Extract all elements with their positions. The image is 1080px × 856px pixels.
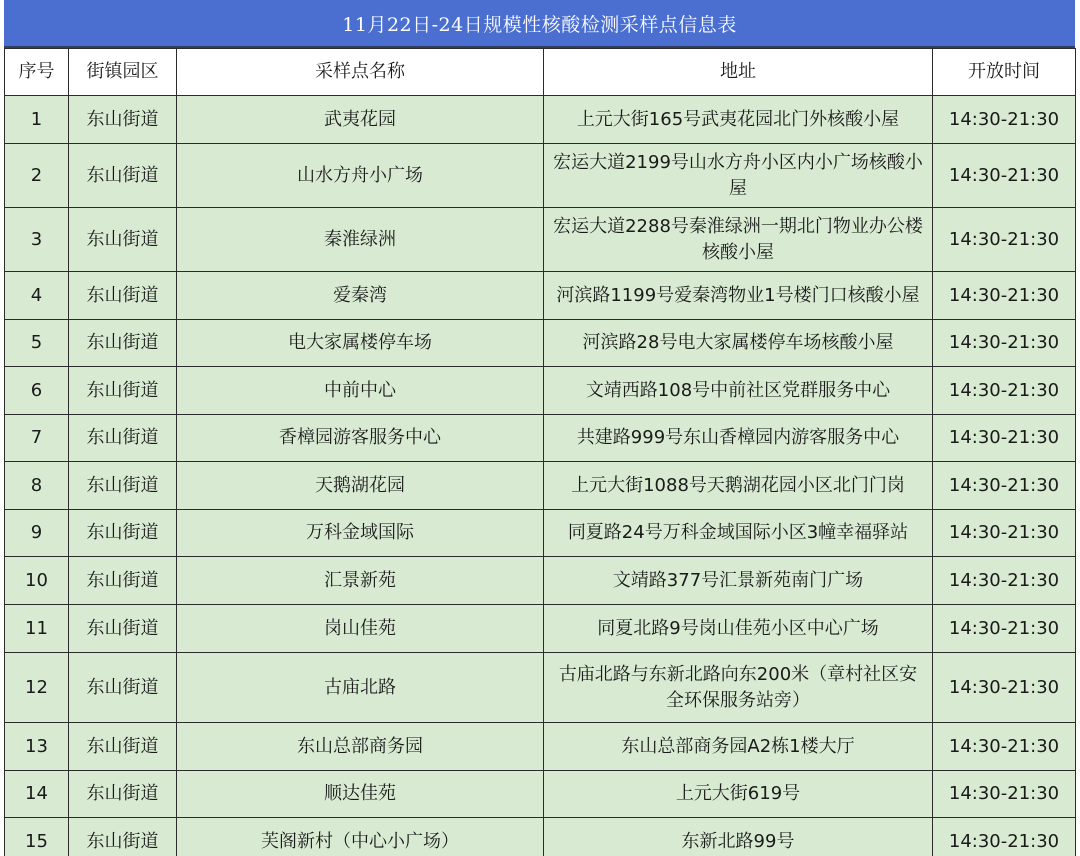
row-site-name: 岗山佳苑 [177,605,544,653]
row-street: 东山街道 [69,510,177,557]
row-no: 1 [5,96,69,144]
row-address: 上元大街619号 [544,771,933,818]
row-site-name: 爱秦湾 [177,272,544,320]
row-street: 东山街道 [69,771,177,818]
row-no: 8 [5,462,69,510]
row-no: 4 [5,272,69,320]
row-address: 上元大街165号武夷花园北门外核酸小屋 [544,96,933,144]
row-address: 宏运大道2199号山水方舟小区内小广场核酸小屋 [544,144,933,208]
row-site-name: 电大家属楼停车场 [177,320,544,367]
row-open-time: 14:30-21:30 [933,144,1076,208]
row-no: 14 [5,771,69,818]
table-row [5,415,1076,462]
row-site-name: 顺达佳苑 [177,771,544,818]
row-open-time: 14:30-21:30 [933,367,1076,415]
row-open-time: 14:30-21:30 [933,771,1076,818]
row-site-name: 东山总部商务园 [177,723,544,771]
row-open-time: 14:30-21:30 [933,208,1076,272]
row-open-time: 14:30-21:30 [933,653,1076,723]
table-row [5,208,1076,272]
row-open-time: 14:30-21:30 [933,320,1076,367]
row-no: 5 [5,320,69,367]
row-no: 13 [5,723,69,771]
sheet-title: 11月22日-24日规模性核酸检测采样点信息表 [342,13,737,36]
table-row [5,96,1076,144]
row-site-name: 芙阁新村（中心小广场） [177,818,544,856]
title-bar [4,0,1075,48]
header-open-time: 开放时间 [933,49,1076,96]
row-street: 东山街道 [69,557,177,605]
row-street: 东山街道 [69,653,177,723]
row-street: 东山街道 [69,723,177,771]
row-no: 3 [5,208,69,272]
row-address: 河滨路1199号爱秦湾物业1号楼门口核酸小屋 [544,272,933,320]
row-site-name: 中前中心 [177,367,544,415]
row-address: 古庙北路与东新北路向东200米（章村社区安全环保服务站旁） [544,653,933,723]
row-open-time: 14:30-21:30 [933,96,1076,144]
row-site-name: 天鹅湖花园 [177,462,544,510]
header-site-name: 采样点名称 [177,49,544,96]
row-address: 河滨路28号电大家属楼停车场核酸小屋 [544,320,933,367]
row-street: 东山街道 [69,818,177,856]
table-row [5,272,1076,320]
table-row [5,653,1076,723]
row-no: 9 [5,510,69,557]
header-address: 地址 [544,49,933,96]
row-site-name: 万科金域国际 [177,510,544,557]
row-open-time: 14:30-21:30 [933,723,1076,771]
row-street: 东山街道 [69,208,177,272]
row-open-time: 14:30-21:30 [933,510,1076,557]
row-address: 东新北路99号 [544,818,933,856]
table-row [5,510,1076,557]
header-street: 街镇园区 [69,49,177,96]
row-address: 东山总部商务园A2栋1楼大厅 [544,723,933,771]
row-address: 同夏北路9号岗山佳苑小区中心广场 [544,605,933,653]
sampling-sites-table [4,48,1076,856]
header-no: 序号 [5,49,69,96]
row-street: 东山街道 [69,272,177,320]
row-street: 东山街道 [69,96,177,144]
row-no: 7 [5,415,69,462]
table-row [5,144,1076,208]
table-row [5,771,1076,818]
row-open-time: 14:30-21:30 [933,557,1076,605]
row-site-name: 汇景新苑 [177,557,544,605]
row-address: 文靖西路108号中前社区党群服务中心 [544,367,933,415]
row-no: 11 [5,605,69,653]
table-row [5,367,1076,415]
row-street: 东山街道 [69,415,177,462]
row-no: 2 [5,144,69,208]
row-address: 上元大街1088号天鹅湖花园小区北门门岗 [544,462,933,510]
row-address: 宏运大道2288号秦淮绿洲一期北门物业办公楼核酸小屋 [544,208,933,272]
table-row [5,605,1076,653]
row-no: 12 [5,653,69,723]
row-street: 东山街道 [69,605,177,653]
row-open-time: 14:30-21:30 [933,818,1076,856]
row-site-name: 香樟园游客服务中心 [177,415,544,462]
table-row [5,723,1076,771]
row-site-name: 古庙北路 [177,653,544,723]
row-street: 东山街道 [69,320,177,367]
row-no: 15 [5,818,69,856]
row-street: 东山街道 [69,144,177,208]
row-open-time: 14:30-21:30 [933,272,1076,320]
row-address: 共建路999号东山香樟园内游客服务中心 [544,415,933,462]
row-open-time: 14:30-21:30 [933,462,1076,510]
table-row [5,557,1076,605]
row-address: 文靖路377号汇景新苑南门广场 [544,557,933,605]
row-no: 6 [5,367,69,415]
row-site-name: 山水方舟小广场 [177,144,544,208]
table-row [5,320,1076,367]
row-street: 东山街道 [69,367,177,415]
row-address: 同夏路24号万科金域国际小区3幢幸福驿站 [544,510,933,557]
table-row [5,818,1076,856]
row-open-time: 14:30-21:30 [933,605,1076,653]
row-site-name: 武夷花园 [177,96,544,144]
row-site-name: 秦淮绿洲 [177,208,544,272]
table-row [5,462,1076,510]
header-row [5,49,1076,96]
row-no: 10 [5,557,69,605]
row-open-time: 14:30-21:30 [933,415,1076,462]
row-street: 东山街道 [69,462,177,510]
